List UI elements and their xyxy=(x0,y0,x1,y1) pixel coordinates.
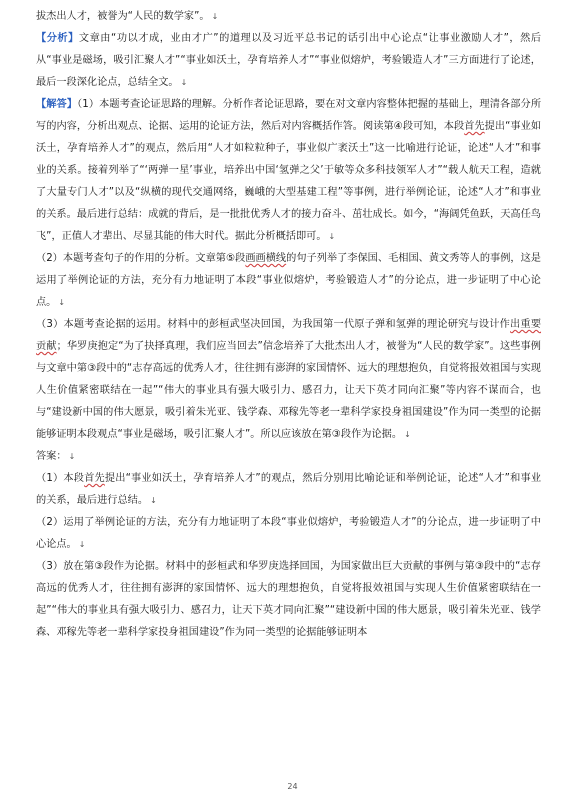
paragraph-analysis xyxy=(36,28,541,94)
answer-text-1-rest: 提出“事业如沃土，孕育培养人才”的观点，然后用“人才如粒粒种子，事业似广袤沃土”这一比喻进行论证，论述“人才”和事业的关系。接着列举了“‘两弹一星’事业，培养出中国‘氢弹之父’于敏等众多科技领军人才”“载人航天工程，造就了大量专门人才”以及“纵横的现代交通网络，巍峨的大型基建工程”等事例，进行举例论证，论述“人才”和事业的关系。最后进行总结：成就的背后，是一批批优秀人才的接力奋斗、茁壮成长。如今，“海阔凭鱼跃，天高任鸟飞”，正值人才辈出、尽显其能的伟大时代。据此分析概括即可。 xyxy=(36,121,542,242)
q3-text-a: （3）本题考查论据的运用。材料中的彭桓武坚决回国，为我国第一代原子弹和氢弹的理论研究与设计作 xyxy=(36,319,511,330)
paragraph-mark: ↓ xyxy=(150,496,157,505)
paragraph-mark: ↓ xyxy=(180,78,188,87)
answer-tag: 【解答】 xyxy=(36,99,78,110)
q2-text-a: （2）本题考查句子的作用的分析。文章第⑤段 xyxy=(36,253,246,264)
q2-text-wavy: 画画横线 xyxy=(245,253,287,264)
answer-text-1: （1）本题考查论证思路的理解。分析作者论证思路，要在对文章内容整体把握的基础上，理清各部分所写的内容，分析出观点、论据、运用的论证方法，然后对内容概括作答。阅读第④段可知，本段 xyxy=(36,99,542,132)
analysis-tag: 【分析】 xyxy=(36,33,79,44)
paragraph-mark: ↓ xyxy=(68,452,76,461)
answer-label: 答案： xyxy=(36,451,67,462)
paragraph-mark: ↓ xyxy=(211,12,219,21)
paragraph-ans1 xyxy=(36,468,541,512)
paragraph-mark: ↓ xyxy=(404,430,411,439)
paragraph-mark: ↓ xyxy=(328,232,336,241)
text-top: 拔杰出人才，被誉为“人民的数学家”。 xyxy=(36,11,210,22)
answer-text-1-wavy: 首先 xyxy=(464,121,485,132)
paragraph-q2 xyxy=(36,248,541,314)
q3-text-b: ；华罗庚抱定“为了抉择真理，我们应当回去”信念培养了大批杰出人才，被誉为“人民的数学家”。这些事例与文章中第③段中的“志存高远的优秀人才，往往拥有澎湃的家国情怀、远大的理想抱负，自觉将报效祖国与实现人生价值紧密联结在一起”“伟大的事业具有强大吸引力、感召力，让天下英才同向汇聚”等内容不谋而合，也与“建设新中国的伟大愿景，吸引着朱光亚、钱学森、邓稼先等老一辈科学家投身祖国建设”作为同一类型的论据能够证明本段观点“事业是磁场，吸引汇聚人才”。所以应该放在第③段作为论据。 xyxy=(36,341,541,440)
page-number: 24 xyxy=(287,782,298,791)
paragraph-mark: ↓ xyxy=(78,540,86,549)
q2-text-b: 的句子列举了李保国、毛相国、黄文秀等人的事例，这是运用了举例论证的方法，充分有力地证明了本段“事业似熔炉，考验锻造人才”的分论点，进一步证明了中心论点。 xyxy=(36,253,541,308)
paragraph-top xyxy=(36,6,541,28)
ans3-text: （3）放在第③段作为论据。材料中的彭桓武和华罗庚选择回国，为国家做出巨大贡献的事例与第③段中的“志存高远的优秀人才，往往拥有澎湃的家国情怀、远大的理想抱负，自觉将报效祖国与实现人生价值紧密联结在一起”“伟大的事业具有强大吸引力、感召力，让天下英才同向汇聚”“建设新中国的伟大愿景，吸引着朱光亚、钱学森、邓稼先等老一辈科学家投身祖国建设”作为同一类型的论据能够证明本 xyxy=(36,561,541,638)
paragraph-answer-1 xyxy=(36,94,541,248)
analysis-text: 文章由“功以才成，业由才广”的道理以及习近平总书记的话引出中心论点“让事业激励人才”，然后从“事业是磁场，吸引汇聚人才”“事业如沃土，孕育培养人才”“事业似熔炉，考验锻造人才”三方面进行了论述，最后一段深化论点，总结全文。 xyxy=(36,33,542,88)
ans1-wavy: 首先 xyxy=(84,473,105,484)
ans2-text: （2）运用了举例论证的方法，充分有力地证明了本段“事业似熔炉，考验锻造人才”的分论点，进一步证明了中心论点。 xyxy=(36,517,541,550)
paragraph-ans2 xyxy=(36,512,541,556)
q3-text-wavy: 出重要贡献 xyxy=(36,319,542,352)
paragraph-answer-label xyxy=(36,446,541,468)
paragraph-ans3 xyxy=(36,556,541,644)
paragraph-mark: ↓ xyxy=(58,298,66,307)
ans1-a: （1）本段 xyxy=(36,473,85,484)
paragraph-q3 xyxy=(36,314,541,446)
ans1-b: 提出“事业如沃土，孕育培养人才”的观点，然后分别用比喻论证和举例论证，论述“人才”和事业的关系，最后进行总结。 xyxy=(36,473,542,506)
